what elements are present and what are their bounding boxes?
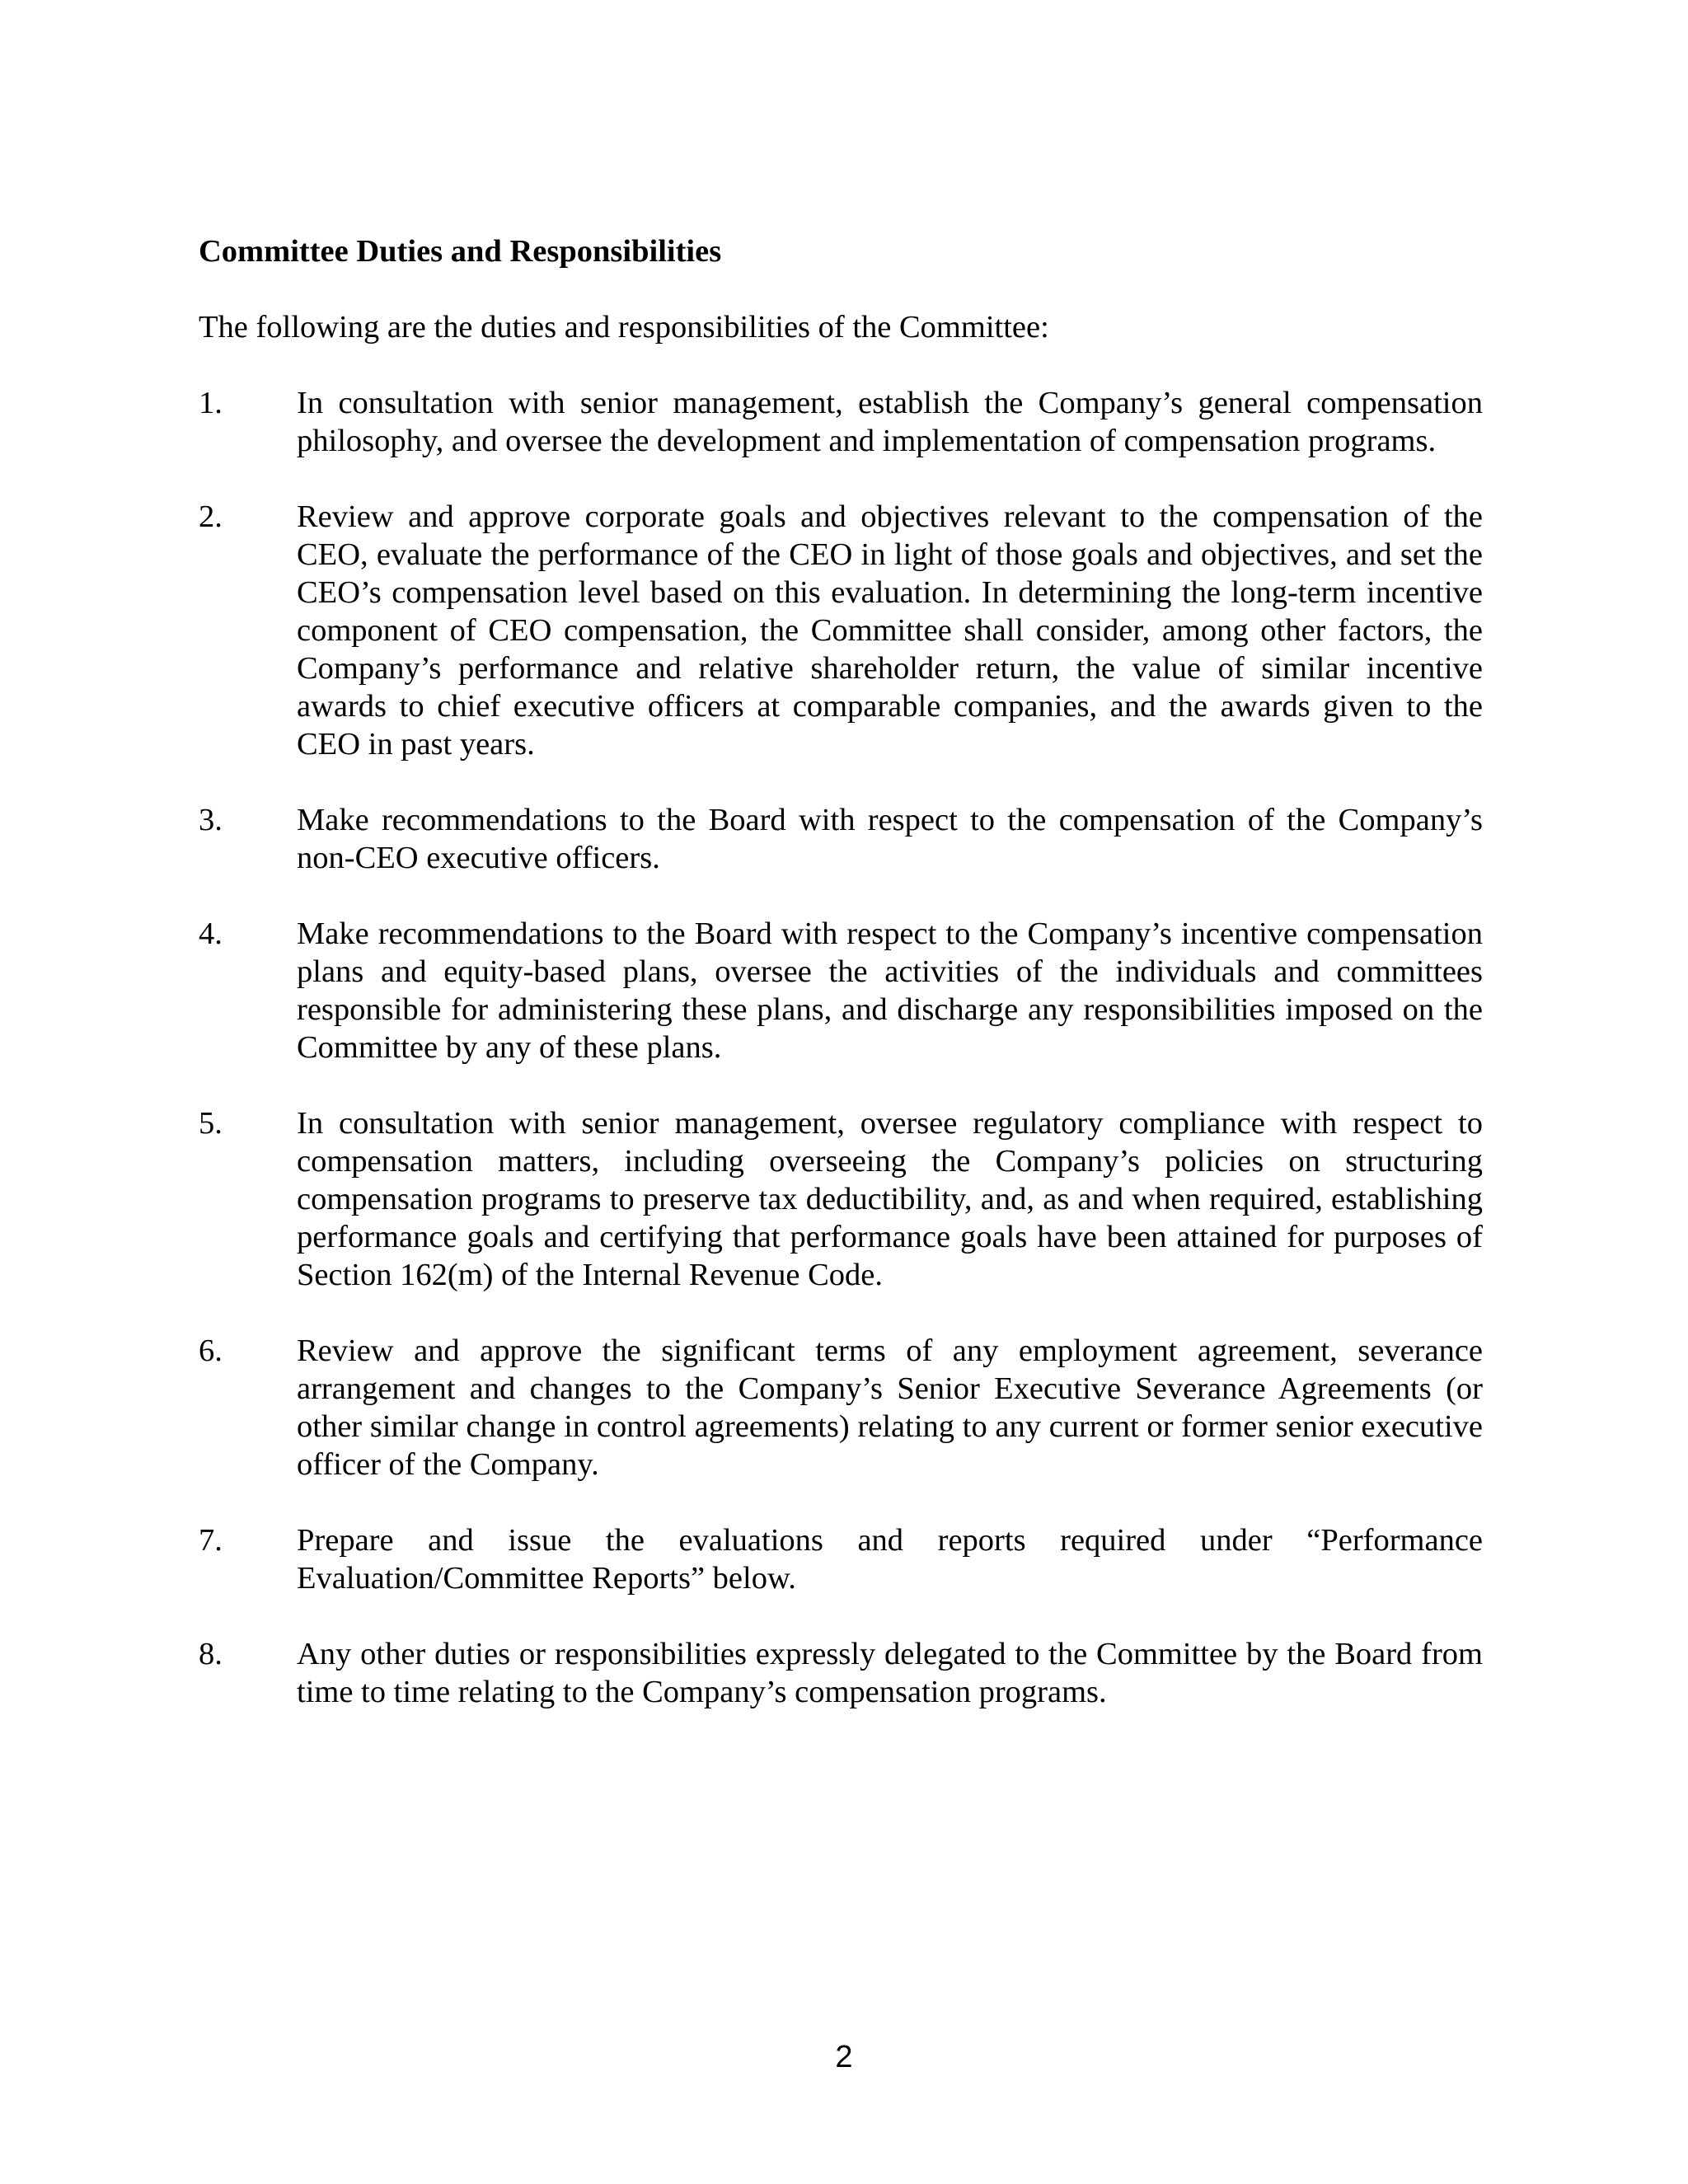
list-item (199, 1521, 1483, 1597)
item-text: Prepare and issue the evaluations and reports required under “Performance Evaluation/Committee Reports” below. (297, 1523, 1483, 1596)
item-text: Any other duties or responsibilities expressly delegated to the Committee by the Board from time to time relating to the Company’s compensation programs. (297, 1637, 1483, 1709)
item-text: In consultation with senior management, establish the Company’s general compensation philosophy, and oversee the development and implementation of compensation programs. (297, 386, 1483, 458)
duties-list (199, 384, 1483, 1711)
item-text: In consultation with senior management, oversee regulatory compliance with respect to compensation matters, including overseeing the Company’s policies on structuring compensation programs to preserve tax deductibility, and, as and when required, establishing performance goals and certifying that performance goals have been attained for purposes of Section 162(m) of the Internal Revenue Code. (297, 1106, 1483, 1292)
item-number: 7. (199, 1523, 223, 1558)
list-item (199, 915, 1483, 1066)
page-number: 2 (835, 2040, 853, 2074)
list-item (199, 498, 1483, 763)
item-text: Review and approve the significant terms of any employment agreement, severance arrangement and changes to the Company’s Senior Executive Severance Agreements (or other similar change in control agreements) relating to any current or former senior executive officer of the Company. (297, 1333, 1483, 1482)
list-item (199, 1332, 1483, 1483)
list-item (199, 384, 1483, 460)
item-number: 1. (199, 386, 223, 420)
intro-paragraph: The following are the duties and responsibilities of the Committee: (199, 310, 1049, 344)
section-heading: Committee Duties and Responsibilities (199, 234, 722, 269)
item-number: 3. (199, 803, 223, 837)
item-number: 4. (199, 916, 223, 951)
item-number: 8. (199, 1637, 223, 1671)
item-text: Make recommendations to the Board with respect to the compensation of the Company’s non-CEO executive officers. (297, 803, 1483, 875)
item-text: Review and approve corporate goals and objectives relevant to the compensation of the CEO, evaluate the performance of the CEO in light of those goals and objectives, and set the CEO’s compensation level based on this evaluation. In determining the long-term incentive component of CEO compensation, the Committee shall consider, among other factors, the Company’s performance and relative shareholder return, the value of similar incentive awards to chief executive officers at comparable companies, and the awards given to the CEO in past years. (297, 499, 1483, 762)
item-text: Make recommendations to the Board with respect to the Company’s incentive compensation plans and equity-based plans, oversee the activities of the individuals and committees responsible for administering these plans, and discharge any responsibilities imposed on the Committee by any of these plans. (297, 916, 1483, 1065)
list-item (199, 1104, 1483, 1294)
page-content (199, 232, 1483, 1749)
item-number: 5. (199, 1106, 223, 1141)
item-number: 6. (199, 1333, 223, 1368)
list-item (199, 1635, 1483, 1711)
item-number: 2. (199, 499, 223, 534)
list-item (199, 801, 1483, 877)
